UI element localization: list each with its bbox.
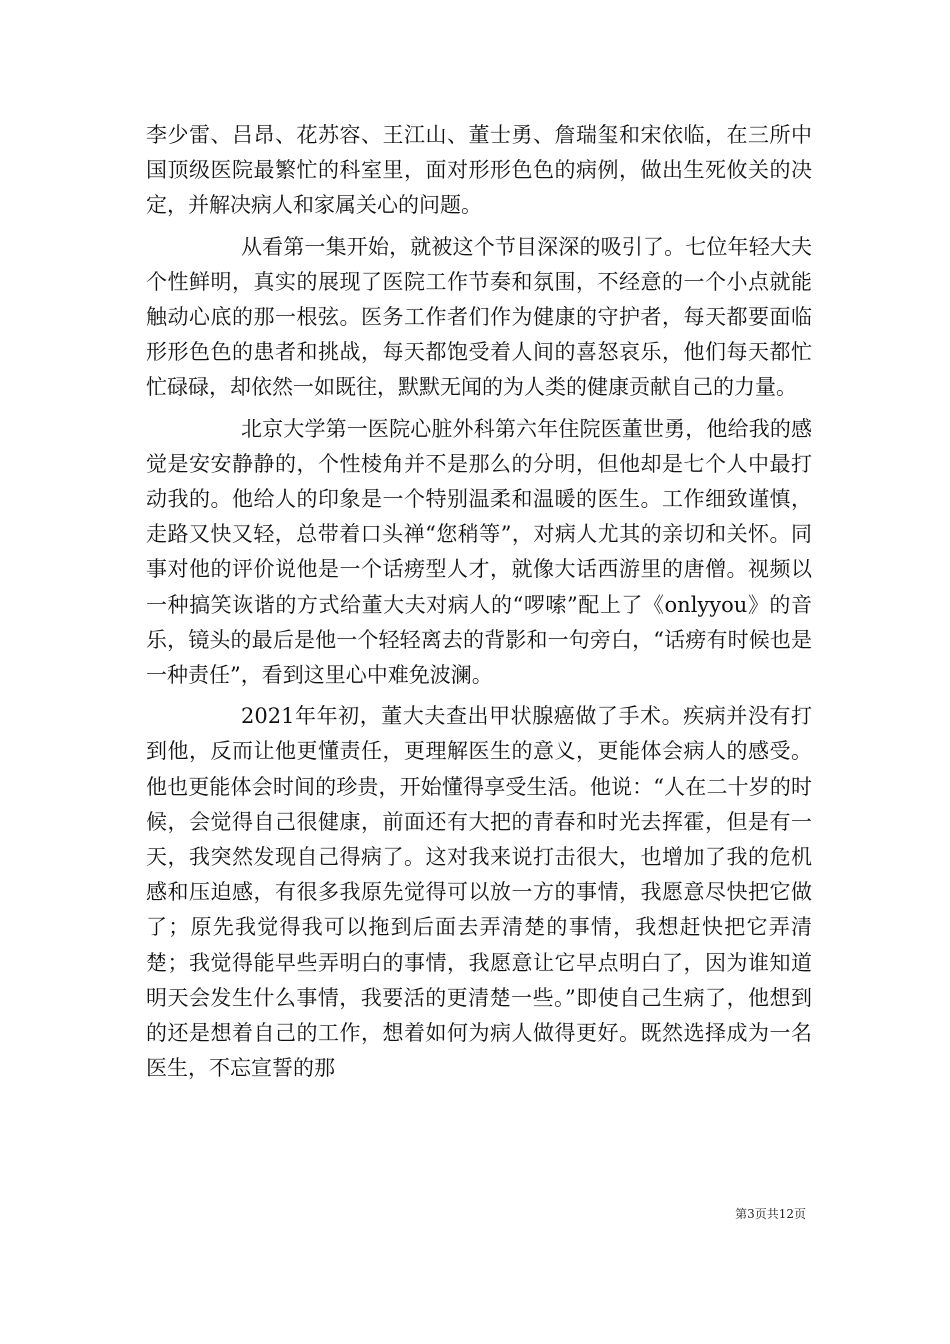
paragraph-4: 2021年年初，董大夫查出甲状腺癌做了手术。疾病并没有打到他，反而让他更懂责任，更理解医生的意义，更能体会病人的感受。他也更能体会时间的珍贵，开始懂得享受生活。他说：“人在二十岁的时候，会觉得自己很健康，前面还有大把的青春和时光去挥霍，但是有一天，我突然发现自己得病了。这对我来说打击很大，也增加了我的危机感和压迫感，有很多我原先觉得可以放一方的事情，我愿意尽快把它做了；原先我觉得我可以拖到后面去弄清楚的事情，我想赶快把它弄清楚；我觉得能早些弄明白的事情，我愿意让它早点明白了，因为谁知道明天会发生什么事情，我要活的更清楚一些。”即使自己生病了，他想到的还是想着自己的工作，想着如何为病人做得更好。既然选择成为一名医生，不忘宣誓的那: [146, 704, 812, 1081]
paragraph-2: 从看第一集开始，就被这个节目深深的吸引了。七位年轻大夫个性鲜明，真实的展现了医院工作节奏和氛围，不经意的一个小点就能触动心底的那一根弦。医务工作者们作为健康的守护者，每天都要面临形形色色的患者和挑战，每天都饱受着人间的喜怒哀乐，他们每天都忙忙碌碌，却依然一如既往，默默无闻的为人类的健康贡献自己的力量。: [146, 234, 812, 400]
paragraph-3: 北京大学第一医院心脏外科第六年住院医董世勇，他给我的感觉是安安静静的，个性棱角并不是那么的分明，但他却是七个人中最打动我的。他给人的印象是一个特别温柔和温暖的医生。工作细致谨慎，走路又快又轻，总带着口头禅“您稍等”，对病人尤其的亲切和关怀。同事对他的评价说他是一个话痨型人才，就像大话西游里的唐僧。视频以一种搞笑诙谐的方式给董大夫对病人的“啰嗦”配上了《onlyyou》的音乐，镜头的最后是他一个轻轻离去的背影和一句旁白，“话痨有时候也是一种责任”，看到这里心中难免波澜。: [146, 416, 812, 688]
paragraph-1: 李少雷、吕昂、花苏容、王江山、董士勇、詹瑞玺和宋依临，在三所中国顶级医院最繁忙的科室里，面对形形色色的病例，做出生死攸关的决定，并解决病人和家属关心的问题。: [146, 123, 812, 218]
document-body: [146, 118, 812, 1086]
page-number-footer: 第3页共12页: [735, 1207, 806, 1221]
